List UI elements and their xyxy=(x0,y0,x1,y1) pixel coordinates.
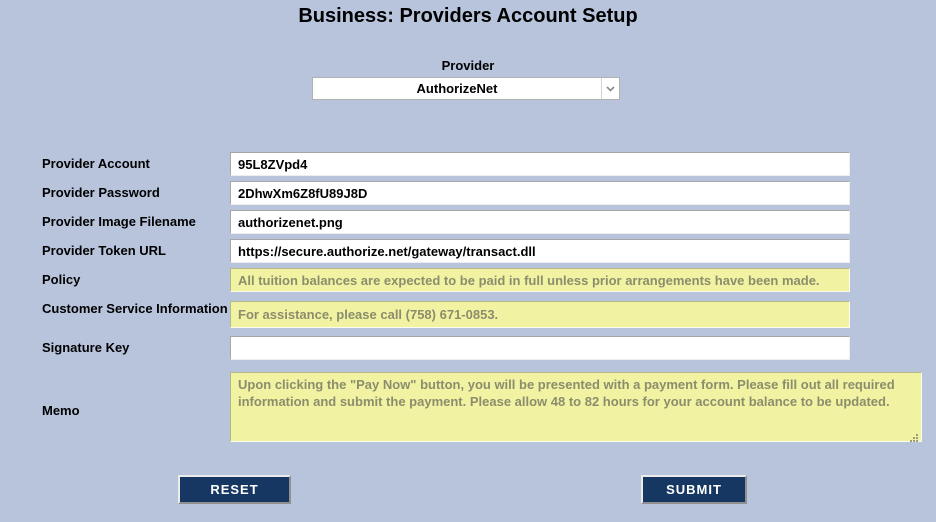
provider-select[interactable] xyxy=(312,77,620,100)
signature-key-label: Signature Key xyxy=(42,340,130,355)
submit-button[interactable]: SUBMIT xyxy=(641,475,747,504)
textarea-resize-grip-icon[interactable] xyxy=(909,430,919,440)
policy-label: Policy xyxy=(42,272,81,287)
form-row-memo xyxy=(0,372,936,442)
provider-selected-value: AuthorizeNet xyxy=(416,81,498,96)
memo-label: Memo xyxy=(42,403,80,418)
reset-button[interactable]: RESET xyxy=(178,475,291,504)
provider-token-url-input[interactable] xyxy=(230,239,850,263)
provider-account-label: Provider Account xyxy=(42,156,150,171)
provider-image-filename-input[interactable] xyxy=(230,210,850,234)
memo-textarea[interactable] xyxy=(230,372,922,442)
page-title: Business: Providers Account Setup xyxy=(298,5,638,27)
customer-service-label: Customer Service Information xyxy=(42,301,228,316)
provider-password-input[interactable] xyxy=(230,181,850,205)
provider-account-input[interactable] xyxy=(230,152,850,176)
customer-service-input[interactable] xyxy=(230,301,850,328)
provider-image-filename-label: Provider Image Filename xyxy=(42,214,196,229)
provider-password-label: Provider Password xyxy=(42,185,160,200)
signature-key-input[interactable] xyxy=(230,336,850,360)
provider-token-url-label: Provider Token URL xyxy=(42,243,167,258)
provider-label: Provider xyxy=(441,58,495,73)
chevron-down-icon xyxy=(601,78,619,99)
policy-input[interactable] xyxy=(230,268,850,292)
